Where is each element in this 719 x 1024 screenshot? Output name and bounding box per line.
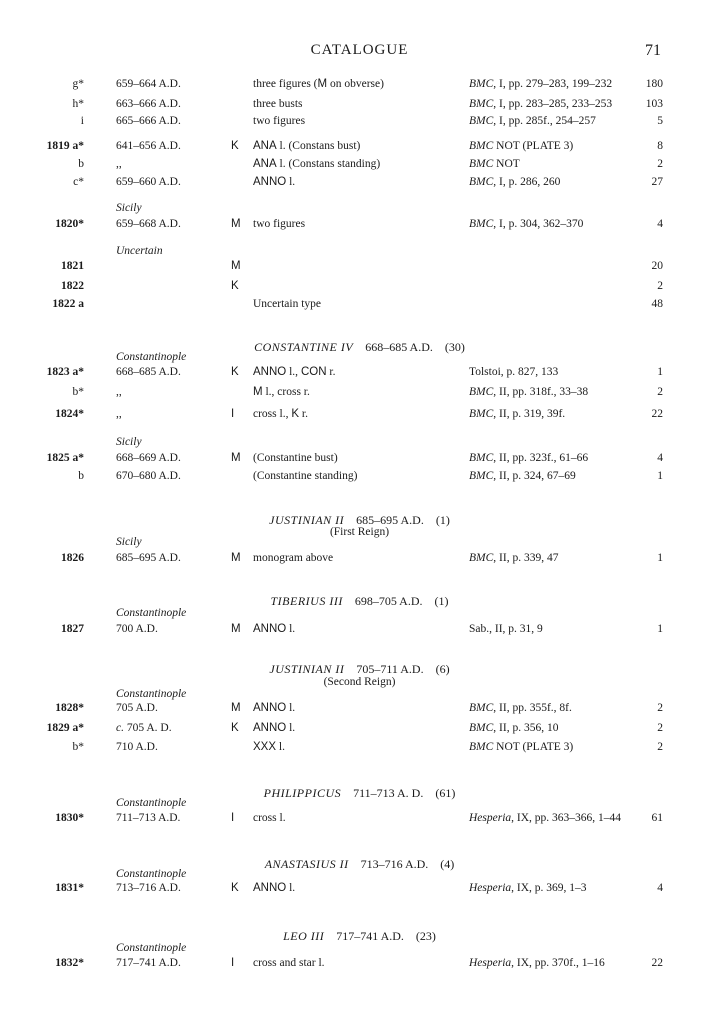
date-range [116, 406, 122, 422]
date-range [116, 700, 158, 716]
reference-source: Hesperia [469, 957, 512, 969]
catalogue-row [0, 720, 719, 736]
reference [469, 216, 583, 232]
reference-text: , II, p. 339, 47 [493, 552, 559, 564]
date-text: 711–713 A.D. [116, 812, 181, 824]
date-text: 659–664 A.D. [116, 78, 181, 90]
reign-heading [0, 594, 719, 609]
type-text: cross and star l. [253, 957, 325, 969]
reference-source: BMC [469, 470, 494, 482]
denomination-mark: K [231, 722, 239, 734]
type-text: l., [286, 366, 301, 378]
date-text: 710 A.D. [116, 741, 158, 753]
catalogue-number: 1822 [61, 280, 84, 292]
denomination-mark: K [231, 280, 239, 292]
catalogue-row [0, 296, 719, 312]
catalogue-number: b* [72, 741, 84, 753]
reference-text: , I, pp. 285f., 254–257 [493, 115, 596, 127]
coin-count: 2 [657, 158, 663, 170]
reign-subtitle: (First Reign) [329, 526, 390, 538]
reign-count: (30) [444, 340, 465, 354]
mint-label: Constantinople [116, 868, 187, 880]
reference-text: , II, pp. 355f., 8f. [493, 702, 572, 714]
type-text: l. [286, 623, 296, 635]
catalogue-row [0, 216, 719, 232]
coin-type [253, 113, 305, 129]
reference-source: BMC [469, 78, 494, 90]
catalogue-row [0, 96, 719, 112]
reference-text: , II, p. 319, 39f. [493, 408, 566, 420]
reference-source: BMC [469, 386, 494, 398]
catalogue-row [0, 550, 719, 566]
reference-text: Sab., II, p. 31, 9 [469, 623, 543, 635]
reign-subtitle: (Second Reign) [323, 676, 396, 688]
coin-count: 5 [657, 115, 663, 127]
catalogue-row [0, 700, 719, 716]
type-legend: XXX [253, 741, 277, 753]
catalogue-number: 1823 a* [46, 366, 84, 378]
date-range [116, 450, 181, 466]
catalogue-number: 1826 [61, 552, 84, 564]
date-text: ,, [116, 386, 122, 398]
coin-count: 4 [657, 452, 663, 464]
ruler-name: TIBERIUS III [270, 594, 343, 608]
type-text: l. (Constans standing) [276, 158, 381, 170]
reign-dates: 717–741 A.D. [336, 929, 404, 943]
denomination-mark: I [231, 408, 235, 420]
type-text: l. [276, 741, 285, 753]
ruler-name: CONSTANTINE IV [254, 340, 354, 354]
catalogue-number: 1829 a* [46, 722, 84, 734]
reference-source: BMC [469, 176, 494, 188]
reference-text: , IX, pp. 363–366, 1–44 [511, 812, 622, 824]
type-text: l., cross r. [262, 386, 310, 398]
reign-dates: 713–716 A.D. [360, 857, 429, 871]
reference-text: , IX, pp. 370f., 1–16 [511, 957, 605, 969]
mint-label: Constantinople [116, 797, 187, 809]
date-range [116, 955, 181, 971]
date-text: 700 A.D. [116, 623, 158, 635]
reference [469, 880, 587, 896]
type-text: r. [299, 408, 308, 420]
type-text: cross l., [253, 408, 292, 420]
type-text: (Constantine standing) [253, 470, 358, 482]
catalogue-row [0, 174, 719, 190]
reference [469, 113, 596, 129]
catalogue-number: 1820* [55, 218, 84, 230]
catalogue-number: 1822 a [52, 298, 84, 310]
coin-count: 27 [651, 176, 663, 188]
date-circa: c. [116, 722, 124, 734]
catalogue-row [0, 621, 719, 637]
catalogue-row [0, 810, 719, 826]
coin-count: 1 [657, 552, 663, 564]
denomination-mark: I [231, 812, 235, 824]
catalogue-number: 1830* [55, 812, 84, 824]
date-range [116, 364, 181, 380]
type-legend: ANA [253, 140, 277, 152]
coin-count: 180 [645, 78, 663, 90]
coin-type [253, 810, 286, 826]
reference-source: BMC [469, 115, 494, 127]
reference-source: BMC [469, 452, 494, 464]
reference [469, 174, 560, 190]
date-range [116, 468, 181, 484]
date-range [116, 96, 181, 112]
reign-count: (61) [435, 786, 456, 800]
reference-text: , II, p. 324, 67–69 [493, 470, 576, 482]
reference [469, 550, 558, 566]
date-text: 659–660 A.D. [116, 176, 181, 188]
reference-source: Hesperia [469, 812, 512, 824]
type-text: l. [286, 882, 296, 894]
date-text: 668–669 A.D. [116, 452, 181, 464]
date-text: 705 A. D. [123, 722, 172, 734]
coin-type [253, 364, 335, 380]
type-legend: ANNO [253, 176, 287, 188]
date-text: ,, [116, 158, 122, 170]
reign-count: (6) [435, 662, 450, 676]
reign-dates: 668–685 A.D. [365, 340, 433, 354]
date-text: 663–666 A.D. [116, 98, 181, 110]
date-text: 705 A.D. [116, 702, 158, 714]
catalogue-row [0, 406, 719, 422]
date-range [116, 113, 181, 129]
date-text: 713–716 A.D. [116, 882, 181, 894]
reference-source: BMC [469, 140, 494, 152]
coin-type [253, 955, 325, 971]
coin-type [253, 450, 338, 466]
reign-heading [0, 786, 719, 801]
coin-count: 2 [657, 280, 663, 292]
reign-count: (4) [440, 857, 455, 871]
type-text: l. (Constans bust) [276, 140, 361, 152]
coin-count: 48 [651, 298, 663, 310]
type-legend: ANNO [253, 623, 287, 635]
catalogue-number: b [78, 470, 84, 482]
date-text: 685–695 A.D. [116, 552, 181, 564]
type-legend: ANNO [253, 882, 287, 894]
type-text: two figures [253, 115, 306, 127]
reference [469, 364, 558, 380]
type-text: two figures [253, 218, 306, 230]
coin-count: 1 [657, 470, 663, 482]
date-text: 641–656 A.D. [116, 140, 181, 152]
catalogue-row [0, 450, 719, 466]
page-title: CATALOGUE [310, 42, 409, 58]
date-range [116, 810, 180, 826]
type-legend: M [317, 78, 328, 90]
coin-count: 1 [657, 366, 663, 378]
catalogue-row [0, 156, 719, 172]
denomination-mark: M [231, 260, 241, 272]
reference-text: , I, p. 286, 260 [493, 176, 561, 188]
ruler-name: JUSTINIAN II [269, 662, 345, 676]
reign-count: (1) [435, 513, 450, 527]
reference-source: BMC [469, 702, 494, 714]
reign-dates: 685–695 A.D. [356, 513, 424, 527]
coin-type [253, 621, 295, 637]
type-text: l. [286, 702, 296, 714]
coin-type [253, 739, 285, 755]
reference [469, 138, 573, 154]
reference-source: BMC [469, 552, 494, 564]
reign-dates: 698–705 A.D. [354, 594, 423, 608]
catalogue-number: b [78, 158, 84, 170]
reference [469, 450, 588, 466]
reign-heading [0, 857, 719, 872]
reference-text: NOT (PLATE 3) [493, 741, 574, 753]
reference [469, 468, 576, 484]
ruler-name: JUSTINIAN II [269, 513, 345, 527]
coin-type [253, 406, 308, 422]
reference [469, 156, 520, 172]
reference-source: BMC [469, 158, 494, 170]
catalogue-number: 1832* [55, 957, 84, 969]
coin-count: 22 [651, 957, 663, 969]
coin-count: 103 [645, 98, 663, 110]
coin-type [253, 76, 384, 92]
catalogue-number: 1824* [55, 408, 84, 420]
catalogue-row [0, 364, 719, 380]
coin-count: 2 [657, 702, 663, 714]
mint-label: Sicily [116, 536, 142, 548]
denomination-mark: M [231, 218, 241, 230]
catalogue-row [0, 384, 719, 400]
type-text: three busts [253, 98, 303, 110]
catalogue-number: b* [72, 386, 84, 398]
reference-source: BMC [469, 741, 494, 753]
catalogue-row [0, 278, 719, 294]
coin-type [253, 156, 380, 172]
coin-count: 2 [657, 386, 663, 398]
mint-label: Sicily [116, 202, 142, 214]
date-range [116, 384, 122, 400]
catalogue-number: 1825 a* [46, 452, 84, 464]
coin-count: 2 [657, 741, 663, 753]
type-legend: M [253, 386, 263, 398]
date-text: 665–666 A.D. [116, 115, 181, 127]
reference [469, 406, 565, 422]
reference [469, 739, 573, 755]
catalogue-row [0, 739, 719, 755]
catalogue-row [0, 955, 719, 971]
ruler-name: ANASTASIUS II [264, 857, 349, 871]
reference-text: NOT [493, 158, 520, 170]
coin-type [253, 174, 295, 190]
reference-text: NOT (PLATE 3) [493, 140, 574, 152]
denomination-mark: M [231, 552, 241, 564]
catalogue-row [0, 468, 719, 484]
denomination-mark: I [231, 957, 235, 969]
date-range [116, 550, 181, 566]
coin-type [253, 96, 303, 112]
date-range [116, 216, 181, 232]
reference [469, 96, 612, 112]
type-legend: CON [300, 366, 327, 378]
coin-count: 8 [657, 140, 663, 152]
coin-type [253, 550, 333, 566]
coin-type [253, 468, 357, 484]
reign-heading [0, 340, 719, 355]
type-text: l. [286, 722, 296, 734]
reference-text: , I, p. 304, 362–370 [493, 218, 584, 230]
ruler-name: LEO III [283, 929, 325, 943]
date-range [116, 621, 158, 637]
catalogue-number: 1827 [61, 623, 84, 635]
coin-type [253, 384, 310, 400]
coin-count: 20 [651, 260, 663, 272]
reign-dates: 705–711 A.D. [356, 662, 424, 676]
catalogue-number: 1821 [61, 260, 84, 272]
coin-count: 2 [657, 722, 663, 734]
reference [469, 955, 605, 971]
reign-heading [0, 662, 719, 677]
catalogue-number: c* [73, 176, 84, 188]
reign-heading [0, 929, 719, 944]
type-text: monogram above [253, 552, 334, 564]
date-range [116, 720, 172, 736]
mint-label: Constantinople [116, 688, 187, 700]
reference-source: BMC [469, 408, 494, 420]
coin-type [253, 700, 295, 716]
mint-label: Constantinople [116, 351, 187, 363]
denomination-mark: K [231, 140, 239, 152]
date-range [116, 138, 181, 154]
date-text: 668–685 A.D. [116, 366, 181, 378]
catalogue-number: 1819 a* [46, 140, 84, 152]
coin-count: 61 [651, 812, 663, 824]
type-text: (Constantine bust) [253, 452, 338, 464]
coin-type [253, 296, 321, 312]
type-text: r. [326, 366, 336, 378]
date-text: 659–668 A.D. [116, 218, 181, 230]
coin-type [253, 880, 295, 896]
date-range [116, 174, 181, 190]
reference [469, 700, 572, 716]
type-text: Uncertain type [253, 298, 322, 310]
reign-count: (23) [415, 929, 436, 943]
coin-type [253, 216, 305, 232]
reference-source: BMC [469, 98, 494, 110]
reference-source: BMC [469, 722, 494, 734]
catalogue-number: 1828* [55, 702, 84, 714]
type-text: on obverse) [327, 78, 384, 90]
reference-text: , II, p. 356, 10 [493, 722, 559, 734]
catalogue-number: i [80, 115, 84, 127]
reference-text: , IX, p. 369, 1–3 [511, 882, 587, 894]
type-legend: ANNO [253, 366, 287, 378]
reference-source: BMC [469, 218, 494, 230]
coin-count: 1 [657, 623, 663, 635]
mint-label: Sicily [116, 436, 142, 448]
reference-source: Hesperia [469, 882, 512, 894]
denomination-mark: M [231, 702, 241, 714]
reign-dates: 711–713 A. D. [353, 786, 424, 800]
catalogue-number: 1831* [55, 882, 84, 894]
reference [469, 810, 621, 826]
page-number: 71 [645, 42, 661, 59]
type-legend: ANNO [253, 702, 287, 714]
catalogue-number: h* [72, 98, 84, 110]
date-text: ,, [116, 408, 122, 420]
reference [469, 76, 612, 92]
coin-type [253, 720, 295, 736]
type-legend: ANA [253, 158, 277, 170]
catalogue-row [0, 258, 719, 274]
catalogue-row [0, 76, 719, 92]
mint-label: Constantinople [116, 942, 187, 954]
mint-label: Constantinople [116, 607, 187, 619]
date-range [116, 76, 181, 92]
reference [469, 720, 558, 736]
reference [469, 621, 543, 637]
catalogue-row [0, 113, 719, 129]
date-range [116, 880, 181, 896]
denomination-mark: M [231, 452, 241, 464]
reference-text: , II, pp. 318f., 33–38 [493, 386, 589, 398]
type-text: cross l. [253, 812, 286, 824]
reference-text: , I, pp. 283–285, 233–253 [493, 98, 613, 110]
denomination-mark: K [231, 366, 239, 378]
type-text: three figures ( [253, 78, 318, 90]
denomination-mark: M [231, 623, 241, 635]
catalogue-row [0, 138, 719, 154]
reference [469, 384, 588, 400]
type-legend: K [291, 408, 300, 420]
date-text: 717–741 A.D. [116, 957, 181, 969]
type-text: l. [286, 176, 296, 188]
coin-count: 22 [651, 408, 663, 420]
reference-text: , II, pp. 323f., 61–66 [493, 452, 589, 464]
reference-text: Tolstoi, p. 827, 133 [469, 366, 559, 378]
reign-count: (1) [434, 594, 449, 608]
date-text: 670–680 A.D. [116, 470, 181, 482]
reference-text: , I, pp. 279–283, 199–232 [493, 78, 613, 90]
type-legend: ANNO [253, 722, 287, 734]
mint-label: Uncertain [116, 245, 163, 257]
coin-count: 4 [657, 218, 663, 230]
coin-count: 4 [657, 882, 663, 894]
coin-type [253, 138, 360, 154]
date-range [116, 739, 158, 755]
catalogue-number: g* [72, 78, 84, 90]
date-range [116, 156, 122, 172]
ruler-name: PHILIPPICUS [263, 786, 342, 800]
denomination-mark: K [231, 882, 239, 894]
catalogue-row [0, 880, 719, 896]
